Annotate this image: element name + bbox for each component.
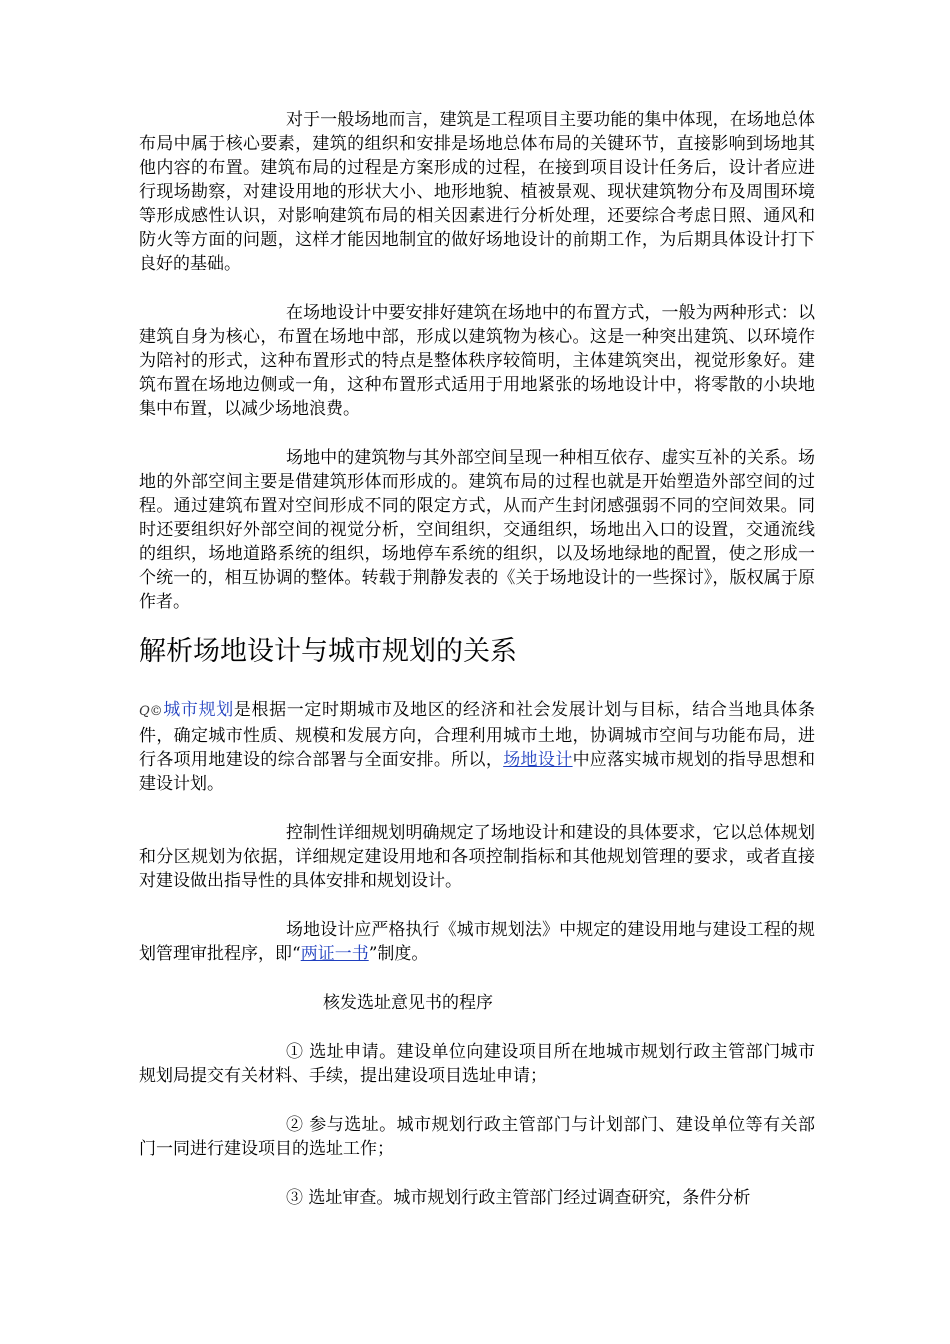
subsection-title: 核发选址意见书的程序 [323,993,493,1013]
paragraph-layout-forms: 在场地设计中要安排好建筑在场地中的布置方式，一般为两种形式：以建筑自身为核心，布置在场地中部，形成以建筑物为核心。这是一种突出建筑、以环境作为陪衬的形式，这种布置形式的特点是整体秩序较简明，主体建筑突出，视觉形象好。建筑布置在场地边侧或一角，这种布置形式适用于用地紧张的场地设计中，将零散的小块地集中布置，以减少场地浪费。 [139,303,815,419]
paragraph-urban-planning-text2: 中应落实城市规划的指导思想和建设计划。 [139,750,816,794]
step-item-1: ① 选址申请。建设单位向建设项目所在地城市规划行政主管部门城市规划局提交有关材料、手续，提出建设项目选址申请； [139,1042,815,1086]
step-item-2: ② 参与选址。城市规划行政主管部门与计划部门、建设单位等有关部门一同进行建设项目的选址工作； [139,1115,815,1159]
paragraph-urban-planning-text1: 是根据一定时期城市及地区的经济和社会发展计划与目标，结合当地具体条件，确定城市性质、规模和发展方向，合理利用城市土地，协调城市空间与功能布局，进行各项用地建设的综合部署与全面安排。所以， [139,700,816,770]
step-item-3: ③ 选址审查。城市规划行政主管部门经过调查研究，条件分析 [286,1188,751,1208]
link-two-certificates[interactable]: 两证一书 [300,944,369,964]
paragraph-building-layout: 对于一般场地而言，建筑是工程项目主要功能的集中体现，在场地总体布局中属于核心要素，建筑的组织和安排是场地总体布局的关键环节，直接影响到场地其他内容的布置。建筑布局的过程是方案形成的过程，在接到项目设计任务后，设计者应进行现场勘察，对建设用地的形状大小、地形地貌、植被景观、现状建筑物分布及周围环境等形成感性认识，对影响建筑布局的相关因素进行分析处理，还要综合考虑日照、通风和防火等方面的问题，这样才能因地制宜的做好场地设计的前期工作，为后期具体设计打下良好的基础。 [139,110,815,274]
paragraph-two-certificates-text2: ”制度。 [368,944,429,964]
paragraph-control-plan: 控制性详细规划明确规定了场地设计和建设的具体要求，它以总体规划和分区规划为依据，详细规定建设用地和各项控制指标和其他规划管理的要求，或者直接对建设做出指导性的具体安排和规划设计。 [139,823,815,891]
paragraph-two-certificates-text1: 场地设计应严格执行《城市规划法》中规定的建设用地与建设工程的规划管理审批程序，即“ [139,920,815,964]
link-urban-planning[interactable]: 城市规划 [162,700,234,720]
document-page [139,108,815,1210]
mark-glyph: Q© [139,704,163,719]
paragraph-urban-planning [139,698,815,796]
paragraph-two-certificates [139,918,815,966]
paragraph-external-space: 场地中的建筑物与其外部空间呈现一种相互依存、虚实互补的关系。场地的外部空间主要是借建筑形体而形成的。建筑布局的过程也就是开始塑造外部空间的过程。通过建筑布置对空间形成不同的限定方式，从而产生封闭感强弱不同的空间效果。同时还要组织好外部空间的视觉分析，空间组织，交通组织，场地出入口的设置，交通流线的组织，场地道路系统的组织，场地停车系统的组织，以及场地绿地的配置，使之形成一个统一的，相互协调的整体。转载于荆静发表的《关于场地设计的一些探讨》，版权属于原作者。 [139,448,815,612]
section-heading: 解析场地设计与城市规划的关系 [139,636,517,667]
link-site-design[interactable]: 场地设计 [503,750,573,770]
